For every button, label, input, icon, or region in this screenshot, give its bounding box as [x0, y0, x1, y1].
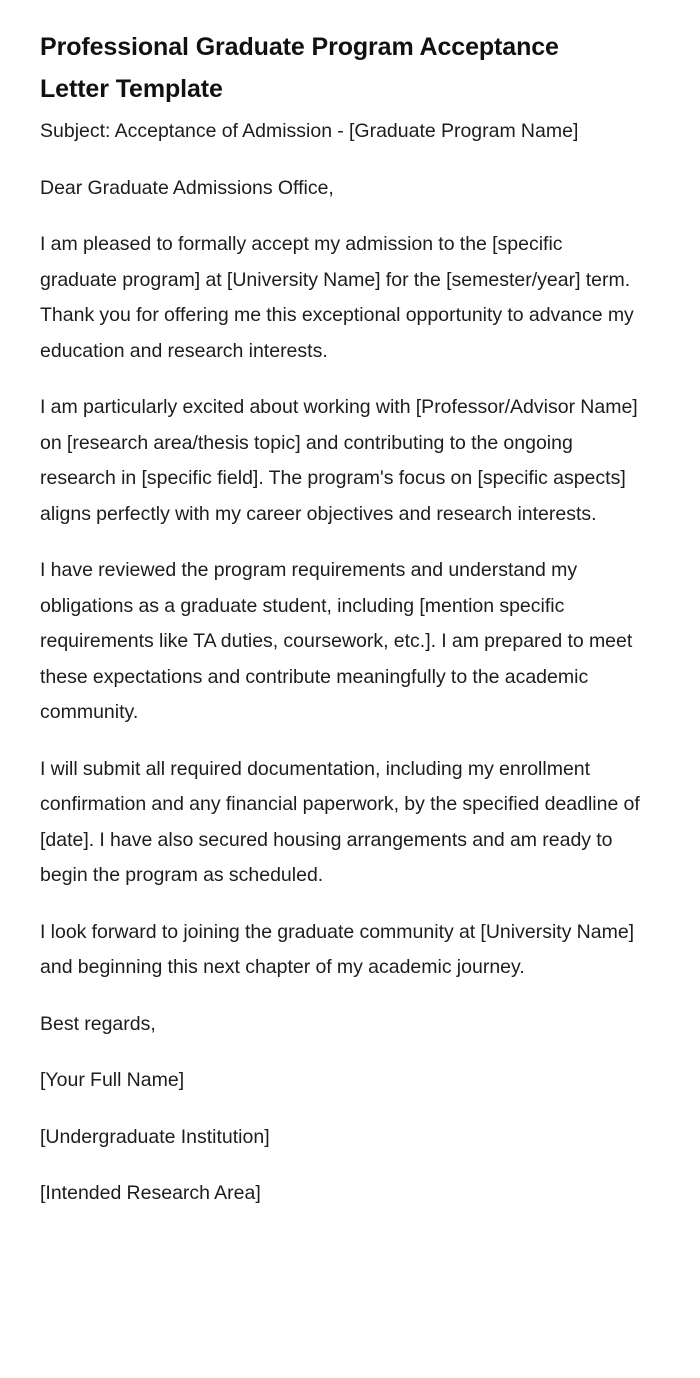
body-paragraph-3: I have reviewed the program requirements and understand my obligations as a graduate student, including [mention specific requirements like TA duties, coursework, etc.]. I am prepared to meet these expectations and contribute meaningfully to the academic community.	[40, 559, 633, 723]
signature-undergraduate-institution: [Undergraduate Institution]	[40, 1125, 270, 1148]
signature-full-name: [Your Full Name]	[40, 1069, 185, 1091]
body-paragraph-4: I will submit all required documentation, including my enrollment confirmation and any financial paperwork, by the specified deadline of [date]. I have also secured housing arrangements and am ready to begin the program as scheduled.	[40, 757, 640, 886]
letter-body	[40, 114, 640, 1212]
page-title: Professional Graduate Program Acceptance Letter Template	[40, 33, 559, 103]
signature-intended-research-area: [Intended Research Area]	[40, 1182, 261, 1204]
body-paragraph-1: I am pleased to formally accept my admission to the [specific graduate program] at [University Name] for the [semester/year] term. Thank you for offering me this exceptional opportunity to advance my education and research interests.	[40, 233, 634, 362]
subject-line: Subject: Acceptance of Admission - [Graduate Program Name]	[40, 120, 579, 142]
body-paragraph-2: I am particularly excited about working with [Professor/Advisor Name] on [research area/thesis topic] and contributing to the ongoing research in [specific field]. The program's focus on [specific aspects] aligns perfectly with my career objectives and research interests.	[40, 396, 638, 525]
closing-salutation: Best regards,	[40, 1012, 156, 1035]
body-paragraph-5: I look forward to joining the graduate community at [University Name] and beginning this next chapter of my academic journey.	[40, 920, 635, 978]
salutation: Dear Graduate Admissions Office,	[40, 176, 334, 199]
